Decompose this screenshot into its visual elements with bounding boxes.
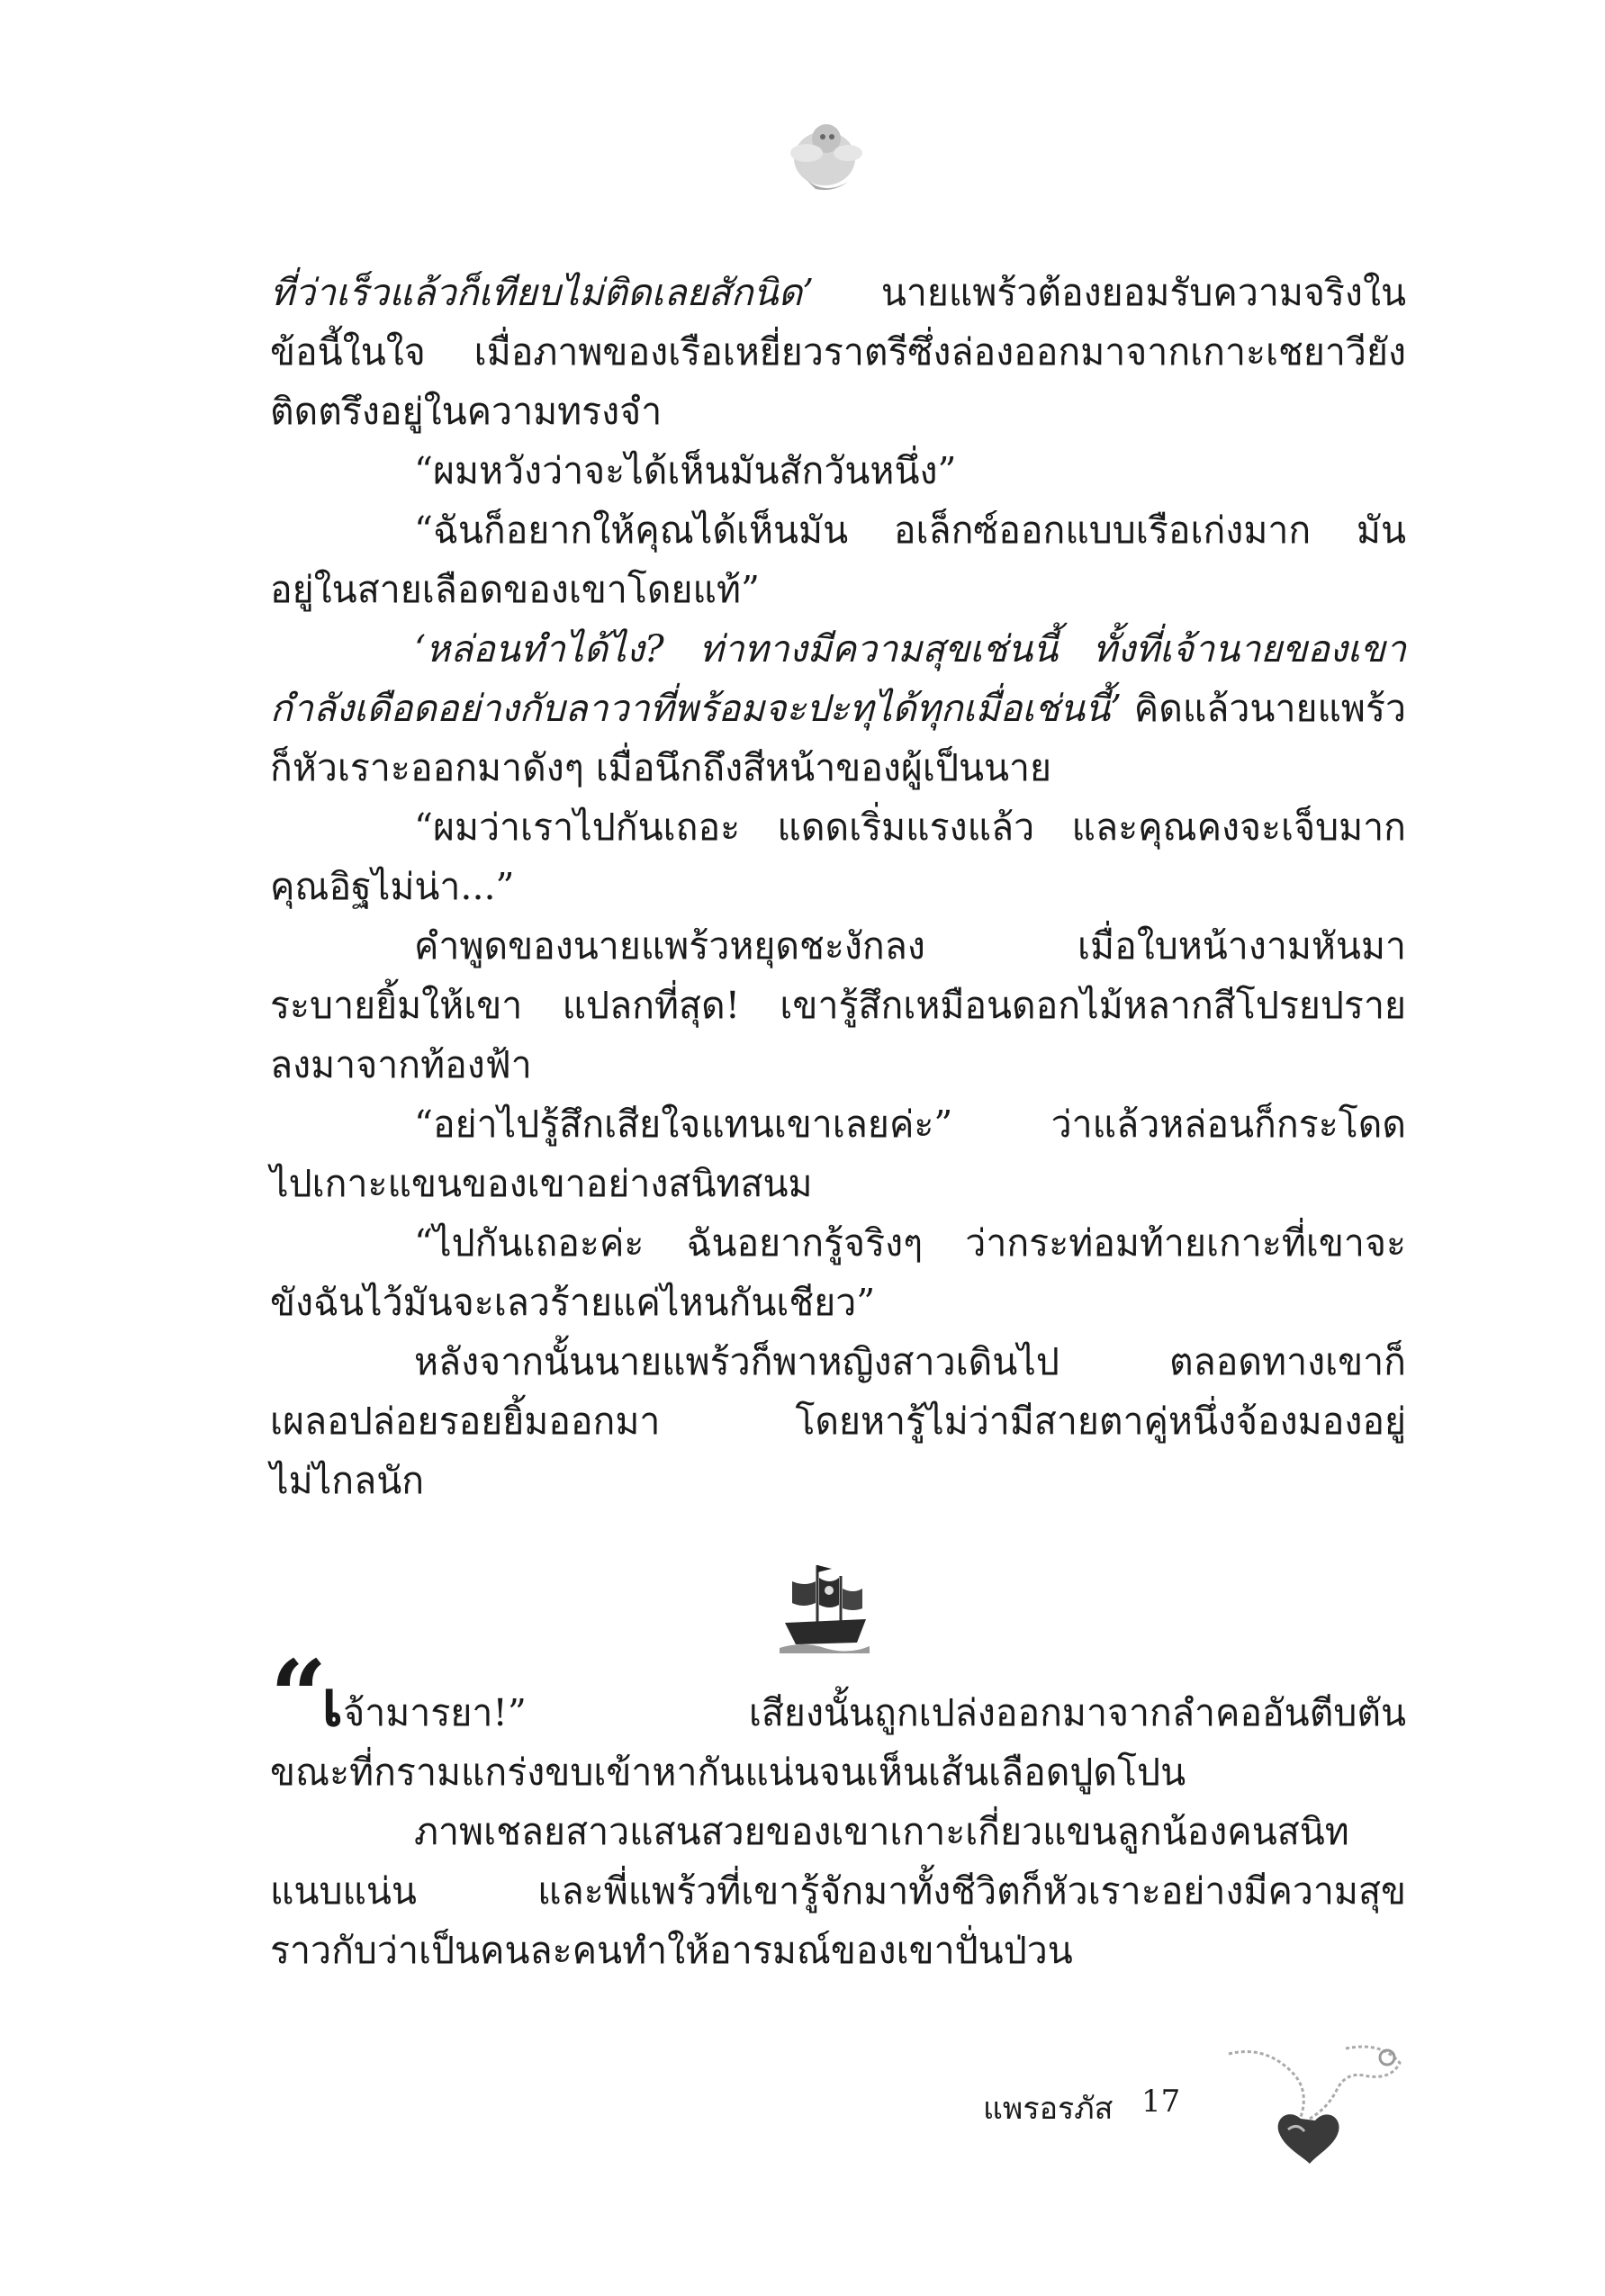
text-run: คิดแล้วนายแพร้ว [1122, 687, 1406, 730]
drop-cap-letter: เ [321, 1666, 344, 1741]
text-line: “ผมหวังว่าจะได้เห็นมันสักวันหนึ่ง” [414, 449, 957, 492]
text-line: “อย่าไปรู้สึกเสียใจแทนเขาเลยค่ะ” ว่าแล้วหล่อนก็กระโดด [414, 1103, 1406, 1146]
book-title: แพรอรภัส [983, 2091, 1114, 2127]
section-2-paragraph-1 [270, 1638, 1406, 1802]
text-line: ก็หัวเราะออกมาดังๆ เมื่อนึกถึงสีหน้าของผู้เป็นนาย [270, 746, 1052, 789]
paragraph-8 [270, 1213, 1406, 1332]
text-line: หลังจากนั้นนายแพร้วก็พาหญิงสาวเดินไป ตลอดทางเขาก็ [414, 1340, 1406, 1383]
paragraph-1 [270, 263, 1406, 441]
text-line: ไปเกาะแขนของเขาอย่างสนิทสนม [270, 1162, 813, 1205]
paragraph-9 [270, 1332, 1406, 1510]
drop-cap-quote: “ [270, 1638, 322, 1754]
heart-pendant-icon [1211, 2036, 1418, 2171]
paragraph-3 [270, 500, 1406, 619]
section-2-paragraph-2 [270, 1802, 1406, 1980]
paragraph-4 [270, 619, 1406, 797]
text-line: “ไปกันเถอะค่ะ ฉันอยากรู้จริงๆ ว่ากระท่อมท้ายเกาะที่เขาจะ [414, 1221, 1406, 1265]
paragraph-7 [270, 1094, 1406, 1213]
text-line: ข้อนี้ในใจ เมื่อภาพของเรือเหยี่ยวราตรีซึ่งล่องออกมาจากเกาะเชยาวียัง [270, 330, 1406, 374]
paragraph-2 [270, 441, 1406, 500]
cherub-ornament-icon [771, 106, 879, 205]
text-line: คุณอิฐไม่น่า...” [270, 865, 515, 908]
text-line: แนบแน่น และพี่แพร้วที่เขารู้จักมาทั้งชีวิตก็หัวเราะอย่างมีความสุข [270, 1869, 1406, 1913]
text-line: ราวกับว่าเป็นคนละคนทำให้อารมณ์ของเขาปั่นป่วน [270, 1929, 1073, 1972]
text-run: จ้ามารยา!” เสียงนั้นถูกเปล่งออกมาจากลำคออันตีบตัน [343, 1691, 1406, 1734]
text-line: ขณะที่กรามแกร่งขบเข้าหากันแน่นจนเห็นเส้นเลือดปูดโปน [270, 1751, 1186, 1794]
text-line: อยู่ในสายเลือดของเขาโดยแท้” [270, 568, 760, 611]
pirate-ship-icon [776, 1560, 873, 1657]
italic-thought: ที่ว่าเร็วแล้วก็เทียบไม่ติดเลยสักนิด’ [270, 271, 815, 314]
text-line: ติดตรึงอยู่ในความทรงจำ [270, 390, 663, 433]
page-number: 17 [1141, 2084, 1181, 2120]
text-run: นายแพร้วต้องยอมรับความจริงใน [814, 271, 1406, 314]
text-line: ลงมาจากท้องฟ้า [270, 1043, 532, 1086]
text-line: เผลอปล่อยรอยยิ้มออกมา โดยหารู้ไม่ว่ามีสายตาคู่หนึ่งจ้องมองอยู่ [270, 1400, 1406, 1443]
text-line: “ฉันก็อยากให้คุณได้เห็นมัน อเล็กซ์ออกแบบเรือเก่งมาก มัน [414, 509, 1406, 552]
paragraph-6 [270, 916, 1406, 1094]
text-line: ระบายยิ้มให้เขา แปลกที่สุด! เขารู้สึกเหมือนดอกไม้หลากสีโปรยปราย [270, 984, 1406, 1027]
text-line: คำพูดของนายแพร้วหยุดชะงักลง เมื่อใบหน้างามหันมา [414, 924, 1406, 968]
body-text [270, 263, 1406, 1510]
text-line: “ผมว่าเราไปกันเถอะ แดดเริ่มแรงแล้ว และคุณคงจะเจ็บมาก [414, 806, 1406, 849]
italic-thought: ‘หล่อนทำได้ไง? ท่าทางมีความสุขเช่นนี้ ทั้งที่เจ้านายของเขา [414, 627, 1406, 671]
italic-thought: กำลังเดือดอย่างกับลาวาที่พร้อมจะปะทุได้ทุกเมื่อเช่นนี้’ [270, 687, 1123, 730]
text-line: ขังฉันไว้มันจะเลวร้ายแค่ไหนกันเชียว” [270, 1281, 876, 1324]
text-line: ไม่ไกลนัก [270, 1459, 425, 1502]
text-line: ภาพเชลยสาวแสนสวยของเขาเกาะเกี่ยวแขนลูกน้องคนสนิท [414, 1810, 1349, 1853]
paragraph-5 [270, 797, 1406, 916]
section-2 [270, 1638, 1406, 1980]
